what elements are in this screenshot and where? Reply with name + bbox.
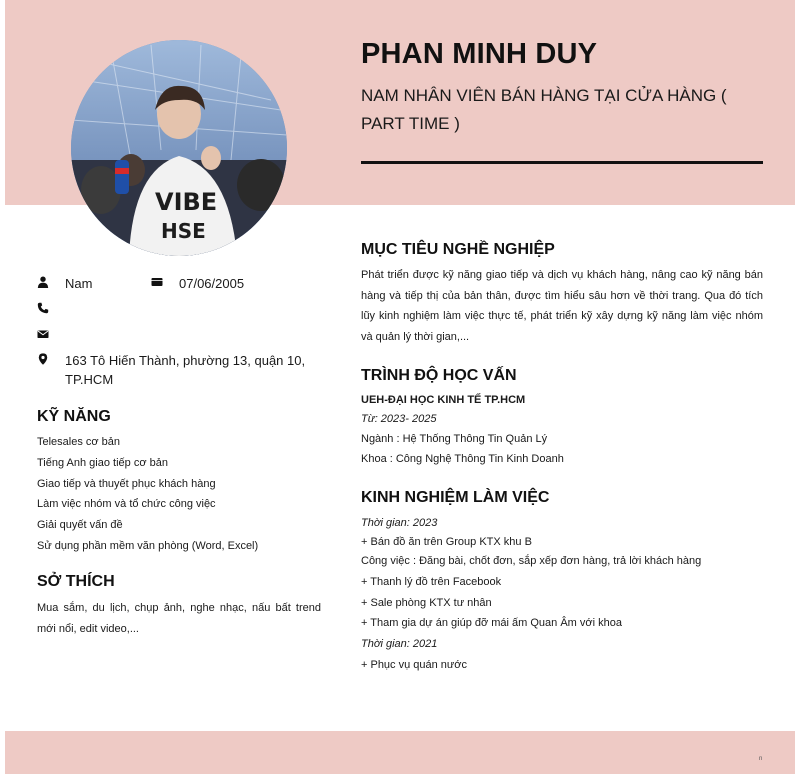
address-row — [37, 351, 317, 389]
skill-item: Tiếng Anh giao tiếp cơ bản — [37, 456, 168, 469]
experience-duties: Công việc : Đăng bài, chốt đơn, sắp xếp đơn hàng, trả lời khách hàng — [361, 555, 702, 567]
candidate-name: PHAN MINH DUY — [361, 38, 598, 70]
skill-item: Giao tiếp và thuyết phục khách hàng — [37, 477, 216, 490]
education-period: Từ: 2023- 2025 — [361, 413, 437, 425]
skill-item: Giải quyết vấn đề — [37, 519, 123, 532]
hobbies-heading: SỞ THÍCH — [37, 573, 115, 590]
birthday-row — [151, 274, 244, 293]
skill-item: Telesales cơ bản — [37, 436, 121, 448]
footer-band — [5, 731, 795, 774]
phone-icon — [37, 302, 49, 314]
objective-text: Phát triển được kỹ năng giao tiếp và dịch vụ khách hàng, nâng cao kỹ năng bán hàng và tiếp thị của bản thân, được tìm hiểu sâu hơn về thời trang. Qua đó tích lũy kinh nghiệm làm việc thực tế, phát triển kỹ xây dựng kỹ năng làm việc nhóm và quản lý thời gian,... — [361, 269, 763, 343]
skills-heading: KỸ NĂNG — [37, 408, 111, 425]
education-faculty: Khoa : Công Nghệ Thông Tin Kinh Doanh — [361, 453, 564, 465]
school-name: UEH-ĐẠI HỌC KINH TẾ TP.HCM — [361, 394, 526, 406]
skill-item: Sử dụng phần mềm văn phòng (Word, Excel) — [37, 539, 259, 552]
user-icon — [37, 276, 49, 288]
address-value: 163 Tô Hiến Thành, phường 13, quận 10, TP.HCM — [65, 353, 306, 387]
email-row — [37, 326, 65, 340]
experience-item: + Bán đồ ăn trên Group KTX khu B — [361, 536, 532, 548]
birthday-value: 07/06/2005 — [179, 276, 245, 291]
phone-row — [37, 300, 65, 314]
footer-mark: n — [759, 756, 763, 762]
calendar-icon — [151, 276, 163, 288]
experience-heading: KINH NGHIỆM LÀM VIỆC — [361, 489, 550, 506]
hobbies-text: Mua sắm, du lịch, chụp ảnh, nghe nhạc, nấu bất trend mới nổi, edit video,... — [37, 602, 321, 635]
experience-item: + Thanh lý đồ trên Facebook — [361, 576, 502, 588]
experience-item: + Phục vụ quán nước — [361, 659, 468, 671]
experience-item: + Sale phòng KTX tư nhân — [361, 597, 492, 609]
svg-text:HSE: HSE — [161, 219, 206, 243]
education-major: Ngành : Hệ Thống Thông Tin Quản Lý — [361, 433, 548, 445]
job-title: NAM NHÂN VIÊN BÁN HÀNG TẠI CỬA HÀNG ( PART TIME ) — [361, 86, 727, 133]
gender-value: Nam — [65, 276, 93, 291]
svg-text:VIBE: VIBE — [155, 188, 218, 216]
location-icon — [37, 353, 49, 365]
experience-period: Thời gian: 2021 — [361, 638, 438, 650]
title-divider — [361, 161, 763, 164]
experience-period: Thời gian: 2023 — [361, 517, 438, 529]
skill-item: Làm việc nhóm và tổ chức công việc — [37, 498, 216, 511]
profile-photo — [71, 40, 287, 256]
gender-row — [37, 274, 92, 293]
objective-heading: MỤC TIÊU NGHỀ NGHIỆP — [361, 241, 555, 258]
experience-item: + Tham gia dự án giúp đỡ mái ấm Quan Âm với khoa — [361, 617, 622, 629]
mail-icon — [37, 328, 49, 340]
education-heading: TRÌNH ĐỘ HỌC VẤN — [361, 367, 517, 384]
skills-list — [37, 432, 258, 557]
